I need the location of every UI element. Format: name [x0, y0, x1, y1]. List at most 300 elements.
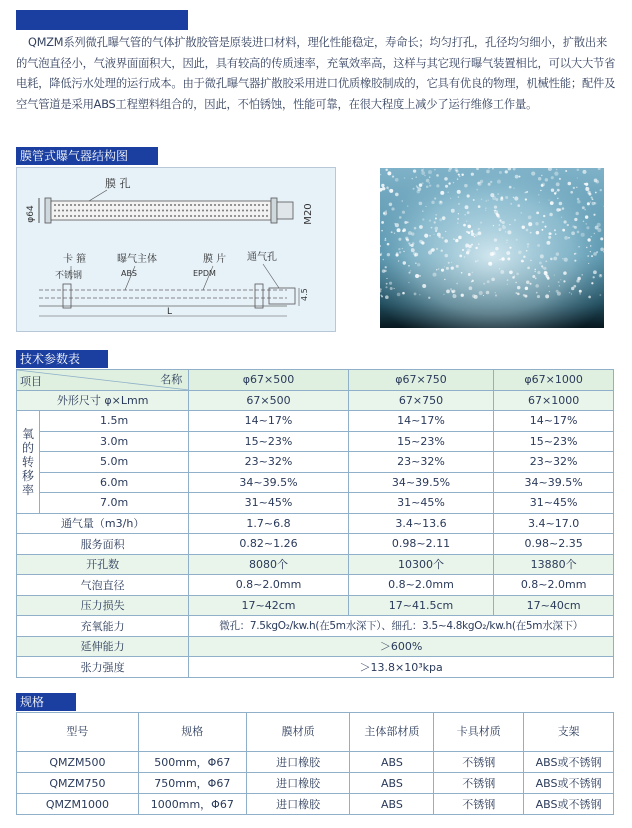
bubble [389, 203, 392, 206]
bubble [408, 242, 410, 244]
bubble [394, 232, 395, 233]
perforation-dot [162, 215, 164, 217]
membrane-material-label: EPDM [193, 269, 216, 278]
bubble [577, 198, 580, 201]
depth-label: 6.0m [39, 472, 188, 493]
right-cap [271, 198, 277, 223]
intro-paragraph: QMZM系列微孔曝气管的气体扩散胶管是原装进口材料，理化性能稳定，寿命长；均匀打孔，孔径均匀细小，扩散出来的气泡直径小，气液界面面积大，因此，具有较高的传质速率，充氧效率高，这样与其它现行曝气装置相比，可以大大节省电耗，降低污水处理的运行成本。由于微孔曝气器扩散胶采用进口优质橡胶制成的，它具有优良的物理，机械性能；配件及空气管道是采用ABS工程塑料组合的，因此，不怕锈蚀，性能可靠，在很大程度上减少了运行维修工作量。 [16, 36, 616, 111]
perforation-dot [182, 215, 184, 217]
bubble [535, 277, 537, 279]
bubble [424, 175, 425, 176]
size-row [17, 390, 614, 411]
bubble [471, 173, 474, 176]
bubble [588, 296, 591, 299]
bubble [397, 228, 401, 232]
bubble [574, 218, 577, 221]
perforation-dot [62, 210, 64, 212]
bubble [383, 211, 387, 215]
models-table [16, 712, 614, 815]
bubble [406, 239, 408, 241]
bubble [573, 285, 576, 288]
table-cell: 23~32% [348, 452, 494, 473]
table-cell: 0.98~2.11 [348, 534, 494, 555]
table-cell: 进口橡胶 [246, 773, 350, 794]
perforation-dot [90, 210, 92, 212]
perforation-dot [78, 215, 80, 217]
leader-vent [263, 264, 279, 288]
bubble [595, 192, 597, 194]
bubble [527, 243, 530, 246]
perforation-dot [114, 210, 116, 212]
perforation-dot [90, 215, 92, 217]
bubble [506, 240, 507, 241]
bubble [582, 206, 585, 209]
perforation-dot [238, 210, 240, 212]
perforation-dot [82, 210, 84, 212]
perforation-dot [134, 210, 136, 212]
bubble [496, 214, 499, 217]
bubble [526, 250, 528, 252]
perforation-dot [74, 204, 76, 206]
bubble [429, 220, 431, 222]
bubble [382, 269, 385, 272]
perforation-dot [146, 204, 148, 206]
table-cell: 14~17% [348, 411, 494, 432]
bubble [577, 168, 580, 171]
bubble [471, 244, 473, 246]
table-cell: QMZM1000 [17, 794, 139, 815]
bubble [500, 270, 504, 274]
perforation-dot [210, 215, 212, 217]
perforation-dot [190, 215, 192, 217]
table-cell: ABS [350, 752, 434, 773]
bubble [556, 290, 559, 293]
bubble [467, 194, 470, 197]
bubble [577, 200, 581, 204]
bubble [430, 248, 434, 252]
bubble [429, 182, 430, 183]
bubble [408, 272, 410, 274]
oxygen-row [17, 431, 614, 452]
bubble [438, 268, 439, 269]
bubble [579, 293, 581, 295]
bubble [548, 285, 549, 286]
bubble [525, 191, 527, 193]
bubble [555, 233, 556, 234]
bubble [387, 243, 390, 246]
table-cell: 67×500 [189, 390, 348, 411]
bubble [453, 238, 454, 239]
table-cell: 34~39.5% [189, 472, 348, 493]
perforation-dot [234, 210, 236, 212]
perforation-dot [242, 210, 244, 212]
bubble [421, 169, 424, 172]
perforation-dot [82, 215, 84, 217]
bubble [439, 218, 442, 221]
bubble [550, 258, 553, 261]
perforation-dot [178, 210, 180, 212]
table-cell: 3.4~17.0 [494, 513, 614, 534]
perforation-dot [54, 210, 56, 212]
bubble [481, 199, 482, 200]
bubble [554, 172, 558, 176]
perforation-dot [74, 210, 76, 212]
bubble [494, 206, 497, 209]
perforation-dot [58, 204, 60, 206]
oxygen-capacity-row [17, 616, 614, 637]
perforation-dot [182, 210, 184, 212]
perforation-dot [134, 215, 136, 217]
bubble [465, 243, 469, 247]
bubble [495, 294, 497, 296]
bubble [477, 182, 480, 185]
bubble [438, 236, 441, 239]
perforation-dot [94, 215, 96, 217]
bubble [559, 202, 563, 206]
bubble [451, 266, 454, 269]
bubble [426, 179, 430, 183]
bubble [531, 171, 535, 175]
bubble [445, 185, 448, 188]
perforation-dot [122, 210, 124, 212]
bubble [382, 187, 386, 191]
row-label: 通气量（m3/h） [17, 513, 189, 534]
bubble [435, 230, 437, 232]
vent-hole-label: 通气孔 [247, 252, 277, 263]
bubble [546, 241, 550, 245]
bubble [471, 232, 475, 236]
bubble [453, 182, 454, 183]
table-cell: 15~23% [348, 431, 494, 452]
models-header-row [17, 713, 614, 752]
perforation-dot [230, 215, 232, 217]
bubble [594, 233, 595, 234]
perforation-dot [158, 215, 160, 217]
table-cell: 0.98~2.35 [494, 534, 614, 555]
bubble [526, 229, 529, 232]
bubble [446, 267, 449, 270]
bubble [486, 291, 490, 295]
structure-section-header: 膜管式曝气器结构图 [16, 147, 158, 165]
bubble [559, 178, 561, 180]
membrane-sheet-label: 膜 片 [203, 254, 227, 265]
bubble [441, 269, 444, 272]
perforation-dot [106, 210, 108, 212]
bubble [509, 186, 512, 189]
bubble [385, 169, 387, 171]
bubble [466, 221, 468, 223]
perforation-dot [186, 215, 188, 217]
bubble [475, 233, 478, 236]
perforation-dot [174, 210, 176, 212]
table-cell: ABS或不锈钢 [524, 752, 614, 773]
bubble [532, 275, 535, 278]
airflow-row [17, 513, 614, 534]
perforation-dot [242, 215, 244, 217]
bubble [551, 189, 554, 192]
perforation-dot [118, 204, 120, 206]
perforation-dot [186, 210, 188, 212]
bubble [448, 262, 450, 264]
table-cell: 31~45% [189, 493, 348, 514]
bubble [591, 236, 592, 237]
bubble [581, 233, 585, 237]
bubble [550, 233, 552, 235]
perforation-dot [218, 210, 220, 212]
bubble [429, 235, 430, 236]
bubble [485, 207, 487, 209]
perforation-dot [226, 215, 228, 217]
bubble [581, 274, 582, 275]
perforation-dot [166, 215, 168, 217]
bubble [587, 191, 590, 194]
bubble [435, 217, 437, 219]
bubble [391, 231, 393, 233]
bubble [462, 249, 464, 251]
bubble [402, 200, 403, 201]
bubble [434, 197, 436, 199]
perforation-dot [146, 210, 148, 212]
bubble [436, 184, 439, 187]
left-cap [45, 198, 51, 223]
bubble [585, 223, 587, 225]
perforation-dot [98, 210, 100, 212]
clamp-shape [63, 284, 71, 308]
bubble [491, 253, 494, 256]
phi-label: φ64 [26, 205, 36, 223]
perforation-dot [86, 215, 88, 217]
bubble [486, 200, 487, 201]
bubble [575, 253, 577, 255]
bubble [381, 221, 384, 224]
bubble [429, 184, 431, 186]
bubble [419, 294, 420, 295]
bubble [461, 272, 463, 274]
perforation-dot [222, 210, 224, 212]
bubble [512, 276, 515, 279]
perforation-dot [62, 215, 64, 217]
bubble [446, 289, 450, 293]
bubble [385, 266, 387, 268]
perforation-dot [246, 210, 248, 212]
bubble [562, 258, 563, 259]
ductility-row [17, 636, 614, 657]
bubble [507, 257, 510, 260]
row-label: 张力强度 [17, 657, 189, 678]
bubble [577, 177, 578, 178]
bubble [537, 295, 540, 298]
bubble [541, 175, 542, 176]
table-cell: 13880个 [494, 554, 614, 575]
bubble [576, 187, 577, 188]
bubble [554, 192, 557, 195]
bubble [434, 221, 436, 223]
bubble [399, 251, 401, 253]
table-cell: 23~32% [494, 452, 614, 473]
perforation-dot [130, 210, 132, 212]
bubble [565, 170, 567, 172]
bubble [575, 212, 578, 215]
table-cell: 不锈钢 [434, 794, 524, 815]
bubble [488, 262, 492, 266]
perforation-dot [238, 204, 240, 206]
bubble [562, 229, 565, 232]
bubble [394, 223, 395, 224]
perforation-dot [90, 204, 92, 206]
bubble [516, 273, 519, 276]
bubble [563, 280, 565, 282]
bubble [410, 270, 412, 272]
bubble [540, 190, 541, 191]
bubble [585, 215, 588, 218]
model-row [17, 752, 614, 773]
bubble [494, 238, 497, 241]
bubble [515, 175, 519, 179]
ductility-value: ＞600% [189, 636, 614, 657]
bubble [395, 193, 399, 197]
bubble [516, 239, 518, 241]
bubble [578, 246, 580, 248]
bubble [465, 205, 469, 209]
bubble [394, 288, 395, 289]
perforation-dot [190, 210, 192, 212]
perforation-dot [138, 204, 140, 206]
bubble [557, 189, 560, 192]
perforation-dot [210, 204, 212, 206]
bubble [455, 170, 456, 171]
bubble [461, 173, 463, 175]
table-cell: ABS或不锈钢 [524, 794, 614, 815]
bubble [457, 222, 458, 223]
bubble [435, 227, 439, 231]
bubble [436, 269, 437, 270]
bubble [522, 226, 525, 229]
column-header: 卡具材质 [434, 713, 524, 752]
bubble [488, 183, 491, 186]
bubble [495, 210, 496, 211]
bubble [403, 251, 404, 252]
perforation-dot [162, 210, 164, 212]
bubble [505, 170, 508, 173]
perforation-dot [266, 215, 268, 217]
column-header: φ67×1000 [494, 370, 614, 391]
bubble [441, 249, 443, 251]
bubble [397, 293, 401, 297]
bubble [419, 275, 421, 277]
perforation-dot [54, 215, 56, 217]
bubble [429, 177, 430, 178]
bubble [571, 231, 575, 235]
bubble [573, 187, 575, 189]
bubble [453, 294, 454, 295]
bubble [463, 224, 466, 227]
bubble [436, 248, 438, 250]
row-label: 充氧能力 [17, 616, 189, 637]
bubble [415, 274, 419, 278]
bubble [465, 214, 466, 215]
bubble [419, 183, 423, 187]
table-cell: QMZM500 [17, 752, 139, 773]
model-row [17, 794, 614, 815]
bubble [541, 184, 544, 187]
bubble [521, 260, 524, 263]
bubble [440, 191, 444, 195]
thread-connector [277, 202, 293, 219]
bubble [471, 281, 472, 282]
bubble [539, 202, 540, 203]
perforation-dot [122, 215, 124, 217]
bubble [444, 177, 448, 181]
perforation-dot [190, 204, 192, 206]
bubble [414, 293, 417, 296]
bubble [458, 236, 462, 240]
bubble [527, 246, 528, 247]
perforation-dot [214, 204, 216, 206]
bubble [597, 223, 601, 227]
bubble [413, 170, 416, 173]
bubble [590, 251, 591, 252]
table-cell: 14~17% [189, 411, 348, 432]
perforation-dot [226, 210, 228, 212]
bubble [592, 198, 594, 200]
aeration-photo [380, 168, 604, 328]
perforation-dot [262, 215, 264, 217]
perforation-dot [178, 204, 180, 206]
perforation-dot [118, 210, 120, 212]
bubble [499, 268, 500, 269]
table-cell: 进口橡胶 [246, 794, 350, 815]
bubble [528, 222, 532, 226]
bubble [525, 287, 528, 290]
bubble [385, 238, 386, 239]
bubble [596, 180, 599, 183]
perforation-dot [154, 210, 156, 212]
bubble [389, 282, 392, 285]
bubble [385, 286, 387, 288]
technical-params-table [16, 369, 614, 678]
bubble [530, 260, 531, 261]
bubble [572, 225, 574, 227]
bubble [591, 282, 593, 284]
bubble [497, 193, 499, 195]
perforation-dot [206, 210, 208, 212]
bubble [586, 247, 588, 249]
column-header: 支架 [524, 713, 614, 752]
perforation-dot [230, 204, 232, 206]
perforation-dot [218, 204, 220, 206]
table-cell: 1000mm，Φ67 [138, 794, 246, 815]
bubble [593, 252, 597, 256]
bubble [464, 256, 465, 257]
bubble [395, 178, 399, 182]
bubble [529, 283, 531, 285]
bubble [417, 263, 420, 266]
bubble [488, 200, 489, 201]
bubble [408, 282, 409, 283]
bubble [411, 178, 412, 179]
perforation-dot [178, 215, 180, 217]
bubble [517, 286, 521, 290]
body-material-label: ABS [121, 269, 137, 278]
perforation-dot [94, 210, 96, 212]
bubble [556, 252, 559, 255]
table-cell: 34~39.5% [348, 472, 494, 493]
bubble [563, 220, 566, 223]
perforation-dot [234, 215, 236, 217]
bubble [597, 228, 601, 232]
perforation-dot [258, 215, 260, 217]
bubble [468, 231, 471, 234]
